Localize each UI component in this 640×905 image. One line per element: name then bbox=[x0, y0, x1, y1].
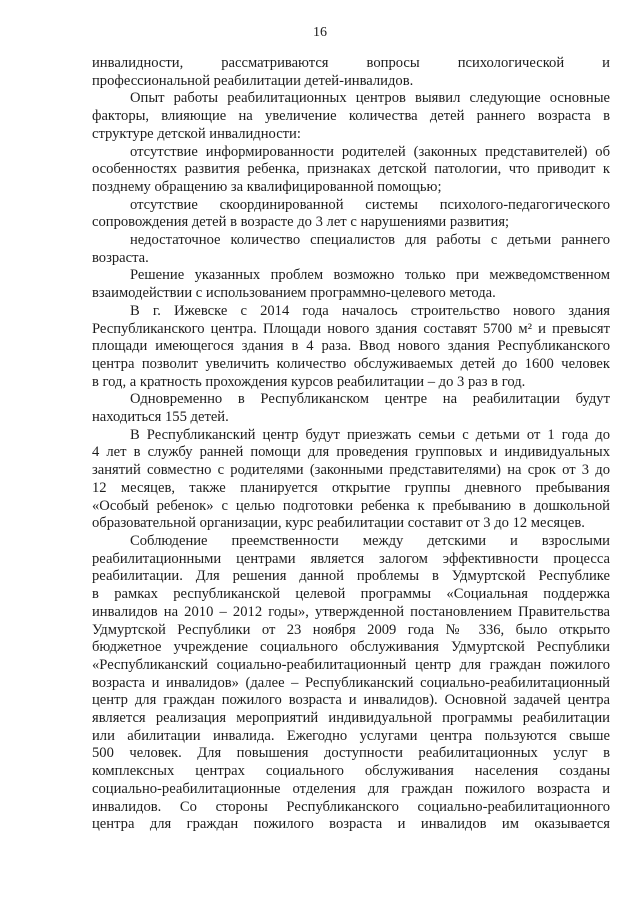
text-line: факторы, влияющие на увеличение количества детей раннего возраста в bbox=[92, 108, 610, 125]
text-line: инвалидов на 2010 – 2012 годы», утвержденной постановлением Правительства bbox=[92, 603, 610, 620]
text-line: бюджетное учреждение социального обслуживания Удмуртской Республики bbox=[92, 639, 610, 656]
text-line: 500 человек. Для повышения доступности реабилитационных услуг в bbox=[92, 745, 610, 762]
text-line: отсутствие информированности родителей (законных представителей) об bbox=[130, 143, 610, 160]
text-line: Решение указанных проблем возможно только при межведомственном bbox=[130, 267, 610, 284]
text-line: В Республиканский центр будут приезжать семьи с детьми от 1 года до bbox=[130, 426, 610, 443]
text-line: является реализация мероприятий индивидуальной программы реабилитации bbox=[92, 710, 610, 727]
text-line: комплексных центрах социального обслуживания населения созданы bbox=[92, 763, 610, 780]
text-line: возраста и инвалидов» (далее – Республиканский социально-реабилитационный bbox=[92, 674, 610, 691]
text-line: 12 месяцев, также планируется открытие группы дневного пребывания bbox=[92, 479, 610, 496]
text-line: инвалидности, рассматриваются вопросы психологической и bbox=[92, 55, 610, 71]
text-line: реабилитационными центрами является залогом эффективности процесса bbox=[92, 550, 610, 567]
text-line: особенностях развития ребенка, признаках детской патологии, что приводит к bbox=[92, 161, 610, 178]
text-line: образовательной организации, курс реабилитации составит от 3 до 12 месяцев. bbox=[92, 515, 585, 532]
text-line: центра позволит увеличить количество обслуживаемых детей до 1600 человек bbox=[92, 355, 610, 372]
text-line: Соблюдение преемственности между детскими и взрослыми bbox=[130, 532, 610, 549]
text-line: центра для граждан пожилого возраста и инвалидов им оказывается bbox=[92, 816, 610, 833]
text-line: находиться 155 детей. bbox=[92, 409, 229, 426]
text-line: Удмуртской Республики от 23 ноября 2009 года № 336, было открыто bbox=[92, 621, 610, 638]
text-line: реабилитации. Для решения данной проблемы в Удмуртской Республике bbox=[92, 568, 610, 585]
text-line: в год, а кратность прохождения курсов реабилитации – до 3 раз в год. bbox=[92, 373, 526, 390]
text-line: или абилитации инвалида. Ежегодно услугами центра пользуются свыше bbox=[92, 727, 610, 744]
text-line: площади имеющегося здания в 4 раза. Ввод нового здания Республиканского bbox=[92, 338, 610, 355]
text-line: структуре детской инвалидности: bbox=[92, 125, 301, 142]
text-line: социально-реабилитационные отделения для граждан пожилого возраста и bbox=[92, 780, 610, 797]
text-line: «Республиканский социально-реабилитационный центр для граждан пожилого bbox=[92, 656, 610, 673]
text-line: инвалидов. Со стороны Республиканского социально-реабилитационного bbox=[92, 798, 610, 815]
text-line: центр для граждан пожилого возраста и инвалидов). Основной задачей центра bbox=[92, 692, 610, 709]
text-line: профессиональной реабилитации детей-инвалидов. bbox=[92, 72, 414, 89]
text-line: недостаточное количество специалистов для работы с детьми раннего bbox=[130, 232, 610, 249]
text-line: в рамках республиканской целевой программы «Социальная поддержка bbox=[92, 586, 610, 603]
text-line: занятий совместно с родителями (законными представителями) на срок от 3 до bbox=[92, 462, 610, 479]
text-line: отсутствие скоординированной системы психолого-педагогического bbox=[130, 196, 610, 213]
page-number: 16 bbox=[313, 25, 327, 40]
text-line: позднему обращению за квалифицированной помощью; bbox=[92, 178, 442, 195]
text-line: Опыт работы реабилитационных центров выявил следующие основные bbox=[130, 90, 610, 107]
text-line: возраста. bbox=[92, 249, 149, 266]
body-text bbox=[92, 55, 610, 834]
text-line: «Особый ребенок» с целью подготовки ребенка к пребыванию в дошкольной bbox=[92, 497, 610, 514]
text-line: В г. Ижевске с 2014 года началось строительство нового здания bbox=[130, 302, 610, 319]
text-line: взаимодействии с использованием программно-целевого метода. bbox=[92, 285, 496, 302]
text-line: сопровождения детей в возрасте до 3 лет с нарушениями развития; bbox=[92, 214, 510, 231]
text-line: Республиканского центра. Площади нового здания составят 5700 м² и превысят bbox=[92, 320, 610, 337]
text-line: 4 лет в службу ранней помощи для проведения групповых и индивидуальных bbox=[92, 444, 610, 461]
text-line: Одновременно в Республиканском центре на реабилитации будут bbox=[130, 391, 610, 408]
